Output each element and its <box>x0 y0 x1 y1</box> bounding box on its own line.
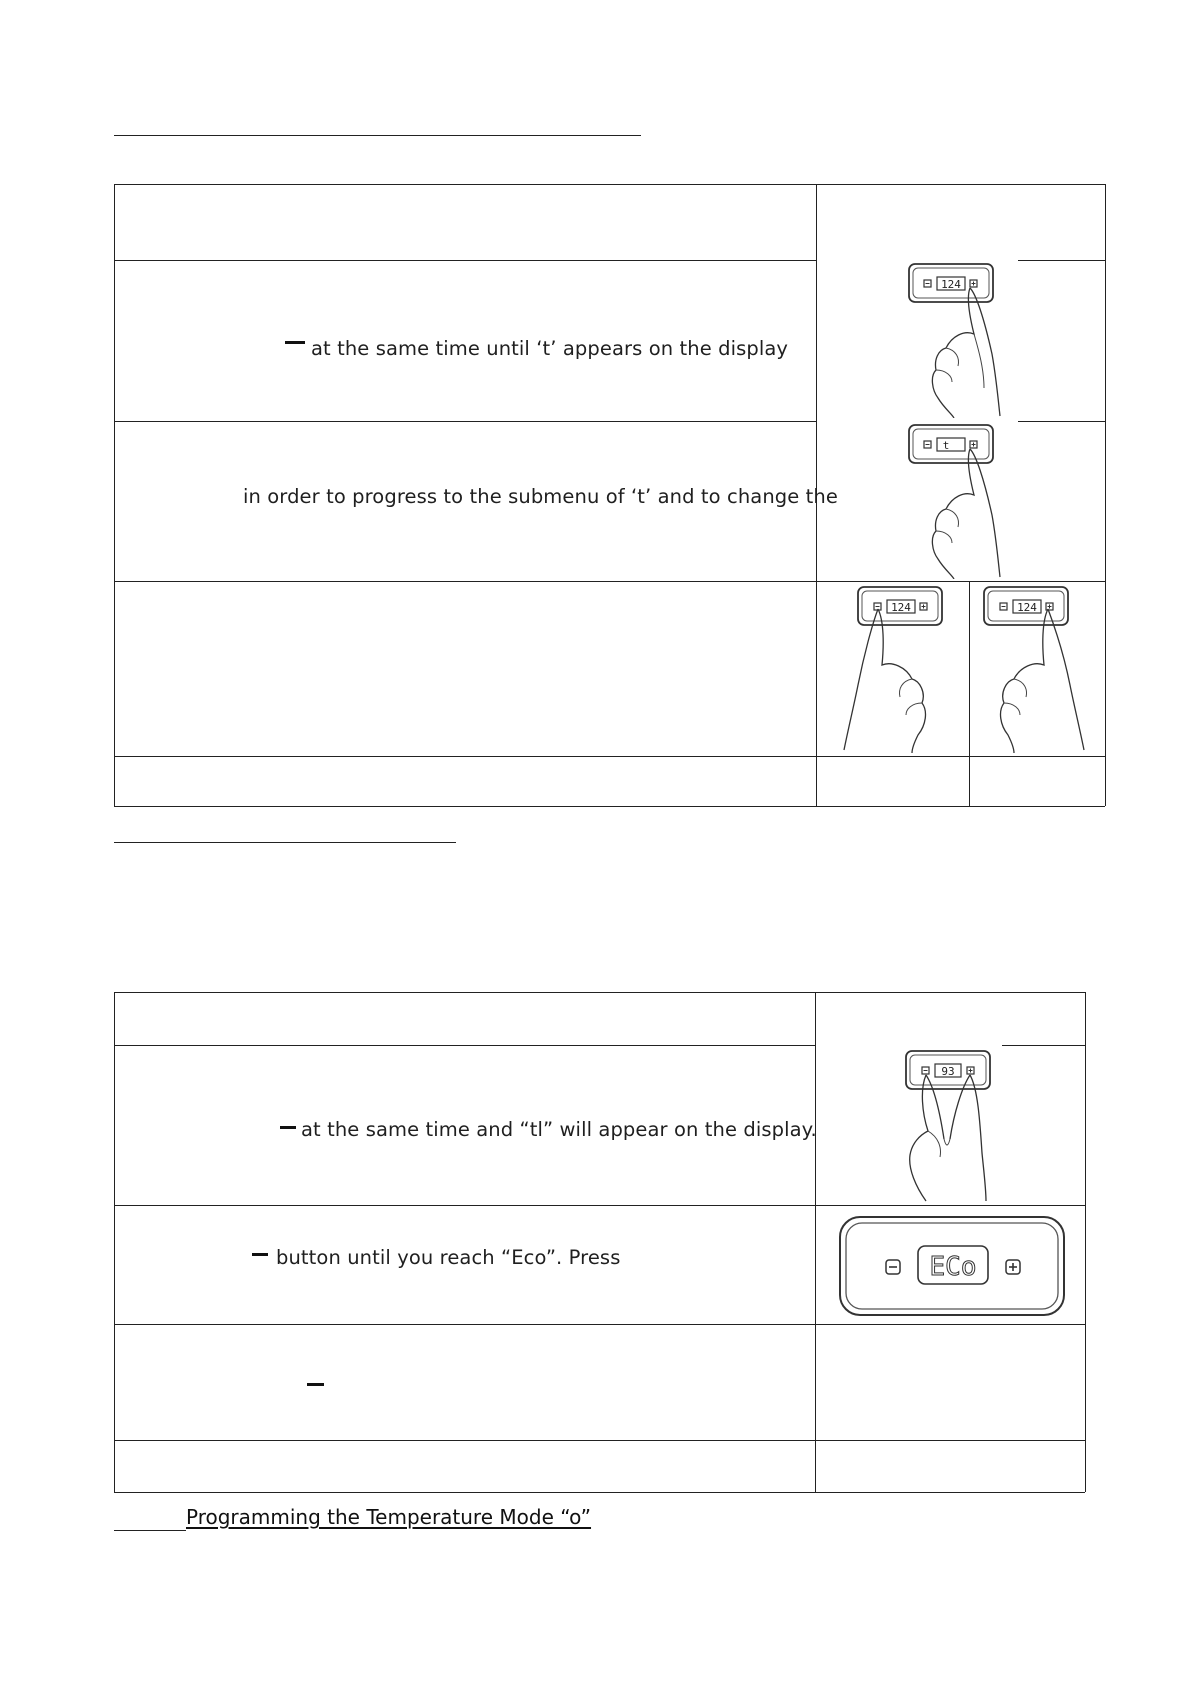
display-readout: t <box>942 439 950 452</box>
display-readout: 124 <box>891 601 911 614</box>
display-readout: ECo <box>929 1252 977 1282</box>
table1-row2-text: at the same time until ‘t’ appears on the display <box>311 337 789 360</box>
control-panel-illustration <box>898 1043 1002 1203</box>
control-panel-illustration <box>904 419 1018 579</box>
section-heading-rule <box>114 1530 186 1531</box>
eco-display-panel <box>836 1212 1070 1320</box>
display-readout: 93 <box>941 1065 955 1078</box>
middle-heading-rule <box>114 842 456 843</box>
minus-symbol <box>307 1383 324 1386</box>
minus-symbol <box>252 1253 268 1256</box>
table1-row3-text: in order to progress to the submenu of ‘t’ and to change the <box>243 485 838 508</box>
display-readout: 124 <box>941 278 961 291</box>
minus-symbol <box>285 341 305 344</box>
control-panel-illustration <box>972 585 1102 753</box>
minus-symbol <box>280 1126 296 1129</box>
display-readout: 124 <box>1017 601 1037 614</box>
control-panel-illustration <box>834 585 964 753</box>
table2-row2-text: at the same time and “tl” will appear on the display. <box>301 1118 817 1141</box>
table2-row3-text: button until you reach “Eco”. Press <box>276 1246 621 1269</box>
control-panel-illustration <box>904 258 1018 418</box>
section-heading-text: Programming the Temperature Mode “o” <box>186 1505 592 1529</box>
section-heading <box>186 1505 591 1529</box>
top-heading-rule <box>114 135 641 136</box>
